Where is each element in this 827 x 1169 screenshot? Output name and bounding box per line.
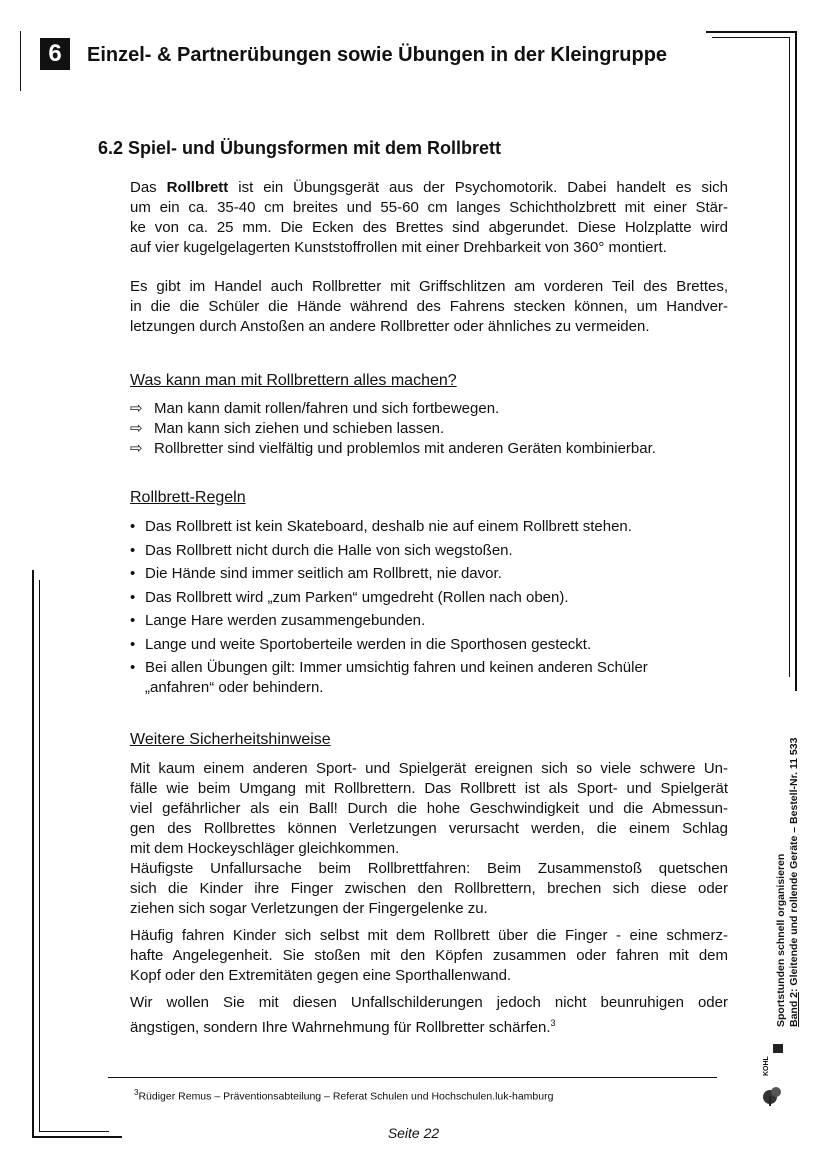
arrow-right-icon: ⇨: [130, 420, 143, 437]
safety-paragraph-3: [130, 926, 728, 986]
list-item: • Lange Hare werden zusammengebunden.: [130, 612, 426, 629]
safety-p2-line-3: ziehen sich sogar Verletzungen der Fingergelenke zu.: [130, 900, 488, 917]
page-number: Seite 22: [387, 1125, 440, 1141]
safety-p4-line-1: Wir wollen Sie mit diesen Unfallschilderungen jedoch nicht beunruhigen oder: [130, 994, 728, 1011]
intro-p2-line-3: letzungen durch Anstoßen an andere Rollbretter oder ähnliches zu vermeiden.: [130, 318, 650, 335]
intro-p1-line-2: um ein ca. 35-40 cm breites und 55-60 cm langes Schichtholzbrett mit einer Stär-: [130, 199, 728, 216]
list-item: • Die Hände sind immer seitlich am Rollbrett, nie davor.: [130, 565, 502, 582]
arrow-right-icon: ⇨: [130, 440, 143, 457]
safety-p1-line-2: fälle wie beim Umgang mit Rollbrettern. Das Rollbrett ist als Sport- und Spielgerät: [130, 780, 728, 797]
chapter-title: Einzel- & Partnerübungen sowie Übungen in der Kleingruppe: [87, 44, 668, 66]
frame-top-right-v1: [795, 31, 797, 691]
intro-p2-line-2: in die die Schüler die Hände während des Fahrens stecken können, um Handver-: [130, 298, 728, 315]
safety-paragraph-2: [130, 859, 728, 919]
section-title: 6.2 Spiel- und Übungsformen mit dem Rollbrett: [98, 138, 502, 158]
list-item: • Das Rollbrett wird „zum Parken“ umgedreht (Rollen nach oben).: [130, 588, 569, 606]
safety-p1-line-4: gen des Rollbrettes können Verletzungen verursacht werden, die einem Schlag: [130, 820, 728, 837]
list-item: ⇨ Man kann sich ziehen und schieben lassen.: [130, 420, 445, 437]
list-item: • Lange und weite Sportoberteile werden in die Sporthosen gesteckt.: [130, 635, 592, 653]
uses-list: [130, 399, 728, 459]
intro-p2-line-1: Es gibt im Handel auch Rollbretter mit Griffschlitzen am vorderen Teil des Brettes,: [130, 278, 728, 295]
frame-top-right-h1: [706, 31, 795, 33]
frame-top-right-h2: [712, 37, 789, 38]
safety-p4-line-2: ängstigen, sondern Ihre Wahrnehmung für Rollbretter schärfen.$^3$: [130, 1018, 556, 1036]
footnote: [134, 1086, 553, 1104]
bullet-icon: •: [130, 541, 136, 559]
bullet-icon: •: [130, 565, 136, 582]
footnote-divider: [108, 1077, 717, 1078]
list-item: ⇨ Rollbretter sind vielfältig und problemlos mit anderen Geräten kombinierbar.: [130, 440, 656, 457]
safety-heading: Weitere Sicherheitshinweise: [130, 731, 331, 748]
footnote-text: Rüdiger Remus – Präventionsabteilung – Referat Schulen und Hochschulen.luk-hamburg: [138, 1090, 554, 1103]
chapter-number-box: 6: [40, 38, 70, 70]
bullet-icon: •: [130, 518, 136, 535]
list-item: • Das Rollbrett ist kein Skateboard, deshalb nie auf einem Rollbrett stehen.: [130, 518, 632, 535]
rules-heading: Rollbrett-Regeln: [130, 489, 246, 506]
intro-paragraph-2: [130, 277, 728, 337]
bullet-icon: •: [130, 659, 136, 676]
frame-bottom-left-v1: [32, 570, 34, 1138]
side-line-1: Sportstunden schnell organisieren: [775, 853, 787, 1027]
footnote-ref: 3: [550, 1018, 556, 1028]
intro-paragraph-1: [130, 178, 728, 258]
list-item: ⇨ Man kann damit rollen/fahren und sich fortbewegen.: [130, 400, 500, 417]
safety-p1-line-1: Mit kaum einem anderen Sport- und Spielgerät ereignen sich so viele schwere Un-: [130, 760, 728, 777]
safety-paragraph-1: [130, 759, 728, 859]
side-line-2: Band 2: Gleitende und rollende Geräte – Bestell-Nr. 11 533: [788, 737, 800, 1027]
intro-p1-line-1: Das Rollbrett ist ein Übungsgerät aus der Psychomotorik. Dabei handelt es sich: [130, 179, 728, 196]
safety-p3-line-3: Kopf oder den Extremitäten gegen eine Sporthallenwand.: [130, 967, 512, 984]
frame-top-right-v2: [789, 37, 790, 677]
side-publication-info: [775, 687, 801, 1027]
publisher-logo: [759, 1040, 789, 1108]
bullet-icon: •: [130, 588, 136, 606]
safety-p3-line-2: hafte Angelegenheit. Sie stoßen mit den Köpfen zusammen oder fahren mit dem: [130, 947, 728, 964]
footnote-mark: 3: [134, 1088, 139, 1097]
rollbrett-bold: Rollbrett: [166, 179, 229, 196]
arrow-right-icon: ⇨: [130, 400, 143, 417]
uses-heading: Was kann man mit Rollbrettern alles machen?: [130, 372, 457, 389]
safety-paragraph-4: [130, 993, 728, 1038]
safety-p2-line-2: sich die Kinder ihre Finger zwischen den Rollbrettern, brechen sich diese oder: [130, 880, 728, 897]
safety-p1-line-5: mit dem Hockeyschläger gleichkommen.: [130, 840, 400, 857]
rules-list-container: [130, 517, 728, 702]
bullet-icon: •: [130, 635, 136, 653]
safety-p1-line-3: viel gefährlicher als ein Ball! Durch die hohe Geschwindigkeit und die Abmessun-: [130, 800, 728, 817]
frame-top-left-v: [20, 31, 21, 91]
list-item: • Bei allen Übungen gilt: Immer umsichtig fahren und keinen anderen Schüler „anfahren“ oder behindern.: [130, 659, 648, 696]
list-item: • Das Rollbrett nicht durch die Halle von sich wegstoßen.: [130, 541, 513, 559]
intro-p1-line-3: ke von ca. 25 mm. Die Ecken des Brettes sind abgerundet. Diese Holzplatte wird: [130, 219, 728, 236]
bullet-icon: •: [130, 612, 136, 629]
intro-p1-line-4: auf vier kugelgelagerten Kunststoffrollen mit einer Drehbarkeit von 360° montiert.: [130, 239, 667, 256]
rules-list: [130, 517, 728, 698]
frame-bottom-left-v2: [39, 580, 40, 1132]
safety-p3-line-1: Häufig fahren Kinder sich selbst mit dem Rollbrett über die Finger - eine schmerz-: [130, 927, 728, 944]
uses-list-container: [130, 399, 728, 459]
safety-p2-line-1: Häufigste Unfallursache beim Rollbrettfahren: Beim Zusammenstoß quetschen: [130, 860, 728, 877]
logo-text: KOHL: [763, 1056, 770, 1076]
